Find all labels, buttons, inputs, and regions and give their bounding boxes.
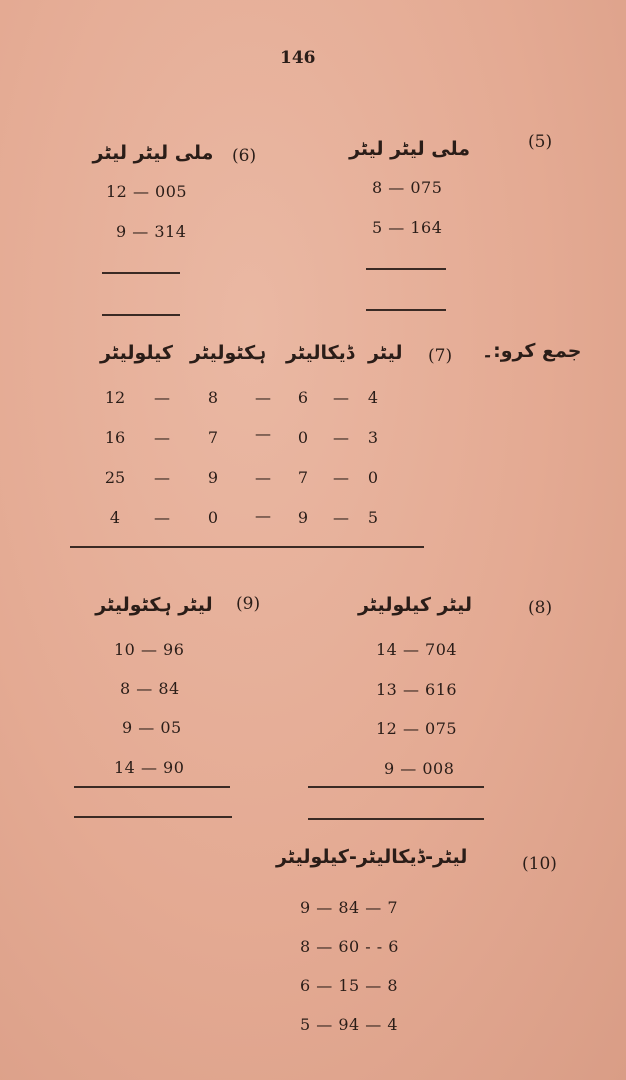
- problem-7-r3-hectoliter: 9: [207, 468, 219, 487]
- problem-7-dash: —: [255, 424, 271, 443]
- problem-8-row-1: 14 — 704: [376, 640, 458, 659]
- problem-8-number: (8): [528, 598, 553, 618]
- problem-9-row-3: 9 — 05: [122, 718, 182, 737]
- problem-7-r3-decaliter: 7: [297, 468, 309, 487]
- problem-8-rule-1: [308, 786, 484, 788]
- problem-9-rule-1: [74, 786, 230, 788]
- problem-9-row-1: 10 — 96: [114, 640, 185, 659]
- problem-7-r1-hectoliter: 8: [207, 388, 219, 407]
- problem-7-heading-liter: لیٹر: [368, 342, 403, 364]
- problem-7-dash: —: [255, 468, 271, 487]
- problem-9-row-2: 8 — 84: [120, 679, 180, 698]
- problem-7-r1-liter: 4: [367, 388, 379, 407]
- problem-7-dash: —: [333, 428, 349, 447]
- problem-10-row-2: 8 — 60 - - 6: [300, 937, 399, 956]
- problem-6-rule-2: [102, 314, 180, 316]
- problem-6-number: (6): [232, 146, 257, 166]
- problem-5-heading: ملی لیٹر لیٹر: [349, 138, 470, 160]
- problem-7-dash: —: [154, 388, 170, 407]
- problem-7-r2-hectoliter: 7: [207, 428, 219, 447]
- problem-5-number: (5): [528, 132, 553, 152]
- problem-9-heading: لیٹر ہکٹولیٹر: [95, 594, 213, 616]
- problem-7-r4-decaliter: 9: [297, 508, 309, 527]
- problem-7-dash: —: [255, 388, 271, 407]
- problem-7-r3-liter: 0: [367, 468, 379, 487]
- problem-8-row-4: 9 — 008: [384, 759, 455, 778]
- problem-10-heading: لیٹر-ڈیکالیٹر-کیلولیٹر: [276, 846, 468, 868]
- problem-7-heading-decaliter: ڈیکالیٹر: [286, 342, 355, 364]
- page-number: 146: [280, 48, 316, 68]
- problem-7-r4-kiloliter: 4: [109, 508, 121, 527]
- problem-7-r3-kiloliter: 25: [104, 468, 126, 487]
- problem-8-rule-2: [308, 818, 484, 820]
- problem-9-number: (9): [236, 594, 261, 614]
- problem-7-total-rule: [70, 546, 424, 548]
- problem-10-row-3: 6 — 15 — 8: [300, 976, 399, 995]
- problem-7-r2-decaliter: 0: [297, 428, 309, 447]
- problem-8-heading: لیٹر کیلولیٹر: [357, 594, 473, 616]
- problem-7-dash: —: [154, 468, 170, 487]
- problem-5-rule-1: [366, 268, 446, 270]
- problem-7-heading-hectoliter: ہکٹولیٹر: [190, 342, 267, 364]
- problem-7-r2-liter: 3: [367, 428, 379, 447]
- problem-6-row-2: 9 — 314: [116, 222, 187, 241]
- problem-7-instruction: جمع کرو:۔: [482, 340, 582, 362]
- problem-6-row-1: 12 — 005: [106, 182, 188, 201]
- problem-5-rule-2: [366, 309, 446, 311]
- problem-7-r4-hectoliter: 0: [207, 508, 219, 527]
- problem-7-dash: —: [255, 506, 271, 525]
- problem-7-heading-kiloliter: کیلولیٹر: [100, 342, 173, 364]
- problem-7-dash: —: [333, 388, 349, 407]
- problem-5-row-1: 8 — 075: [372, 178, 443, 197]
- problem-7-r4-liter: 5: [367, 508, 379, 527]
- problem-6-rule-1: [102, 272, 180, 274]
- problem-7-r2-kiloliter: 16: [104, 428, 126, 447]
- problem-7-dash: —: [333, 508, 349, 527]
- problem-7-r1-kiloliter: 12: [104, 388, 126, 407]
- problem-7-dash: —: [154, 428, 170, 447]
- problem-10-row-4: 5 — 94 — 4: [300, 1015, 399, 1034]
- problem-8-row-3: 12 — 075: [376, 719, 458, 738]
- problem-7-r1-decaliter: 6: [297, 388, 309, 407]
- problem-10-number: (10): [522, 854, 557, 874]
- problem-7-number: (7): [428, 346, 453, 366]
- problem-7-dash: —: [333, 468, 349, 487]
- problem-9-row-4: 14 — 90: [114, 758, 185, 777]
- problem-6-heading: ملی لیٹر لیٹر: [92, 142, 214, 164]
- problem-9-rule-2: [74, 816, 232, 818]
- problem-7-dash: —: [154, 508, 170, 527]
- problem-5-row-2: 5 — 164: [372, 218, 443, 237]
- problem-10-row-1: 9 — 84 — 7: [300, 898, 399, 917]
- problem-8-row-2: 13 — 616: [376, 680, 458, 699]
